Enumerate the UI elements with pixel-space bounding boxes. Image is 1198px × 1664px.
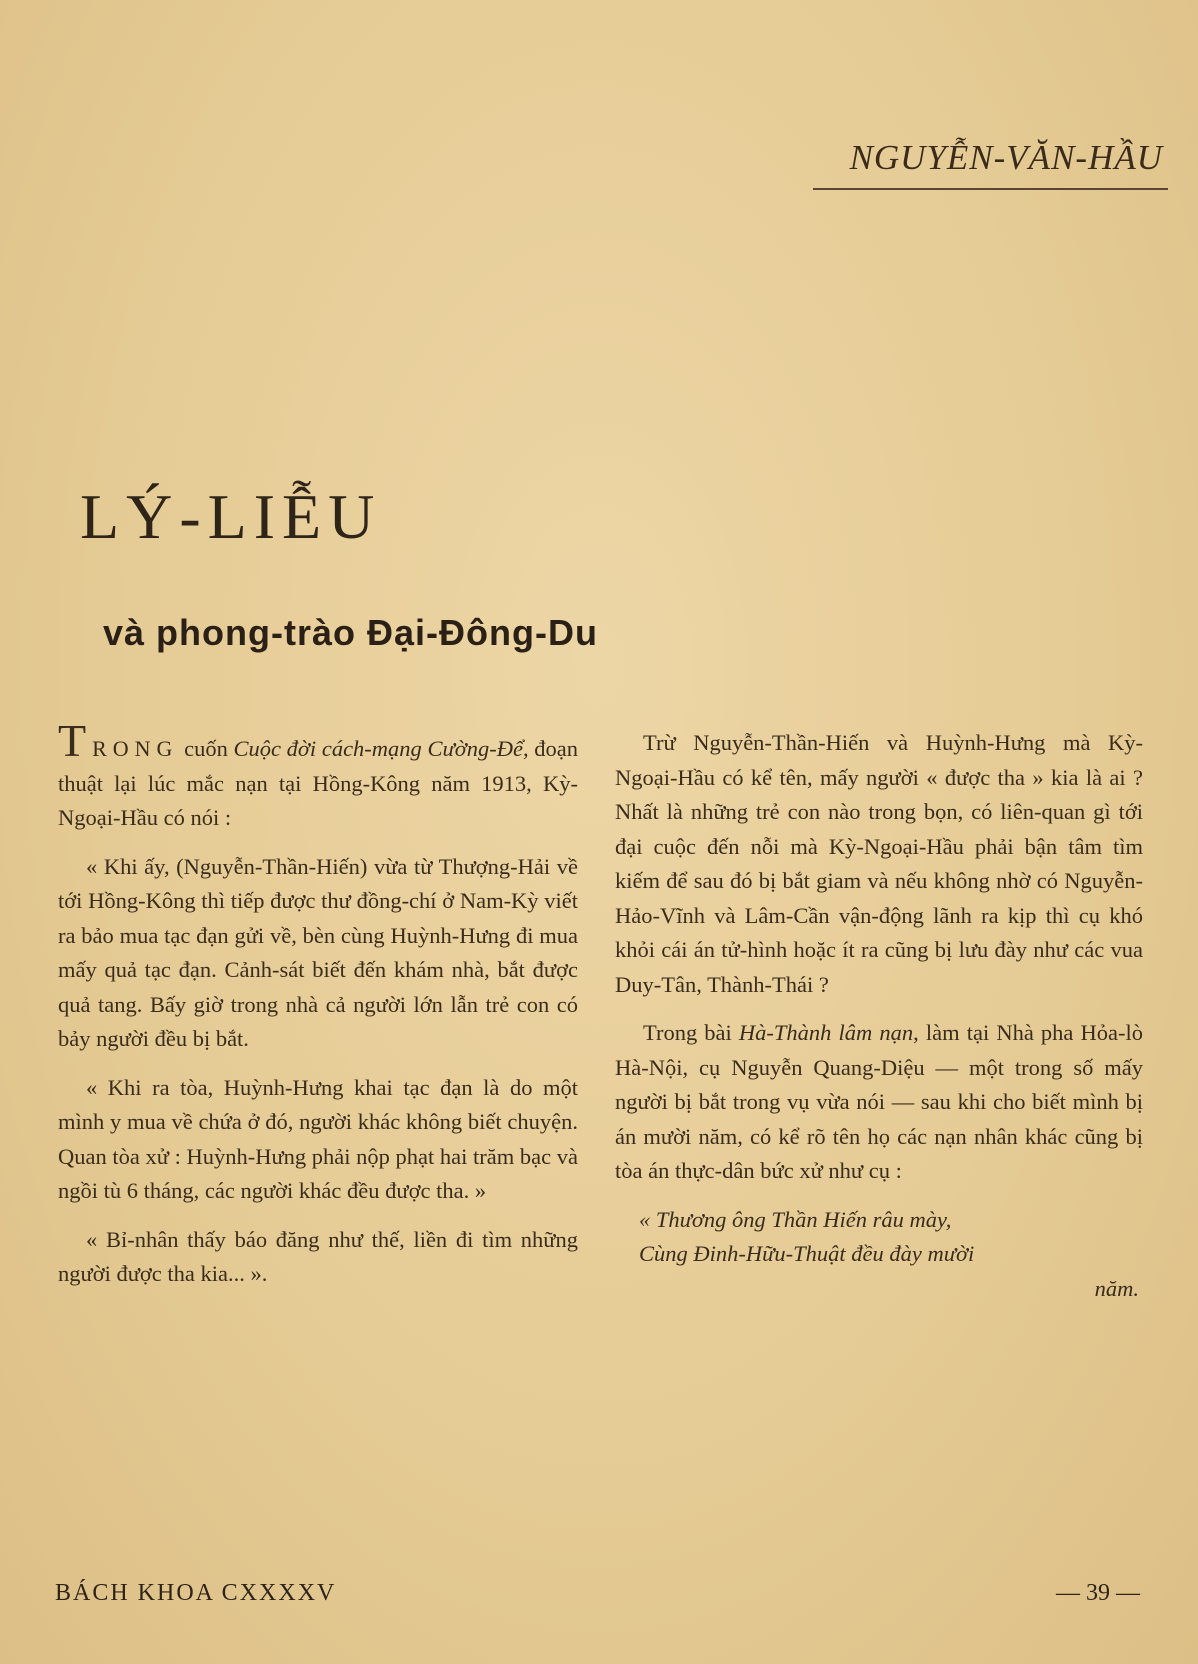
paragraph (58, 715, 578, 836)
text-run: , đoạn thuật lại lúc mắc nạn tại Hồng-Kông năm 1913, Kỳ-Ngoại-Hầu có nói : (58, 736, 578, 830)
poem-title: Hà-Thành lâm nạn (738, 1020, 914, 1045)
author-name: NGUYỄN-VĂN-HẦU (849, 138, 1163, 177)
verse-line: năm. (1094, 1275, 1139, 1301)
verse-line: Cùng Đinh-Hữu-Thuật đều đày mười (639, 1241, 975, 1266)
text-run: , làm tại Nhà pha Hỏa-lò Hà-Nội, cụ Nguyễn Quang-Diệu — một trong số mấy người bị bắt trong vụ vừa nói — sau khi cho biết mình bị án mười năm, có kể rõ tên họ các nạn nhân khác cũng bị tòa án thực-dân bức xử như cụ : (615, 1020, 1143, 1183)
right-column (615, 726, 1143, 1306)
text-run: cuốn (178, 736, 234, 761)
left-column (58, 715, 578, 1306)
paragraph: « Khi ấy, (Nguyễn-Thần-Hiến) vừa từ Thượng-Hải về tới Hồng-Kông thì tiếp được thư đồng-chí ở Nam-Kỳ viết ra bảo mua tạc đạn gửi về, bèn cùng Huỳnh-Hưng đi mua mấy quả tạc đạn. Cảnh-sát biết đến khám nhà, bắt được quả tang. Bấy giờ trong nhà cả người lớn lẫn trẻ con có bảy người đều bị bắt. (58, 853, 578, 1051)
paragraph: « Bỉ-nhân thấy báo đăng như thế, liền đi tìm những người được tha kia... ». (58, 1226, 578, 1286)
paragraph: « Khi ra tòa, Huỳnh-Hưng khai tạc đạn là do một mình y mua về chứa ở đó, người khác không biết chuyện. Quan tòa xử : Huỳnh-Hưng phải nộp phạt hai trăm bạc và ngồi tù 6 tháng, các người khác đều được tha. » (58, 1074, 578, 1203)
magazine-name: BÁCH KHOA CXXXXV (55, 1580, 337, 1606)
page-number: — 39 — (1056, 1580, 1140, 1606)
verse-line: « Thương ông Thần Hiến râu mày, (639, 1206, 952, 1232)
drop-cap: T (58, 715, 93, 766)
small-caps-lead: RONG (92, 736, 179, 761)
book-title: Cuộc đời cách-mạng Cường-Để (233, 736, 523, 761)
verse-quote (639, 1203, 1143, 1307)
article-subtitle: và phong-trào Đại-Đông-Du (103, 612, 598, 653)
paragraph (615, 1016, 1143, 1189)
text-run: Trong bài (643, 1020, 739, 1045)
article-title: LÝ-LIỄU (80, 481, 382, 552)
author-underline (813, 188, 1168, 190)
paragraph: Trừ Nguyễn-Thần-Hiến và Huỳnh-Hưng mà Kỳ-Ngoại-Hầu có kể tên, mấy người « được tha » kia là ai ? Nhất là những trẻ con nào trong bọn, có liên-quan gì tới đại cuộc đến nỗi mà Kỳ-Ngoại-Hầu phải bận tâm tìm kiếm để sau đó bị bắt giam và nếu không nhờ có Nguyễn-Hảo-Vĩnh và Lâm-Cần vận-động lãnh ra kịp thì cụ khó khỏi cái án tử-hình hoặc ít ra cũng bị lưu đày như các vua Duy-Tân, Thành-Thái ? (615, 730, 1143, 997)
